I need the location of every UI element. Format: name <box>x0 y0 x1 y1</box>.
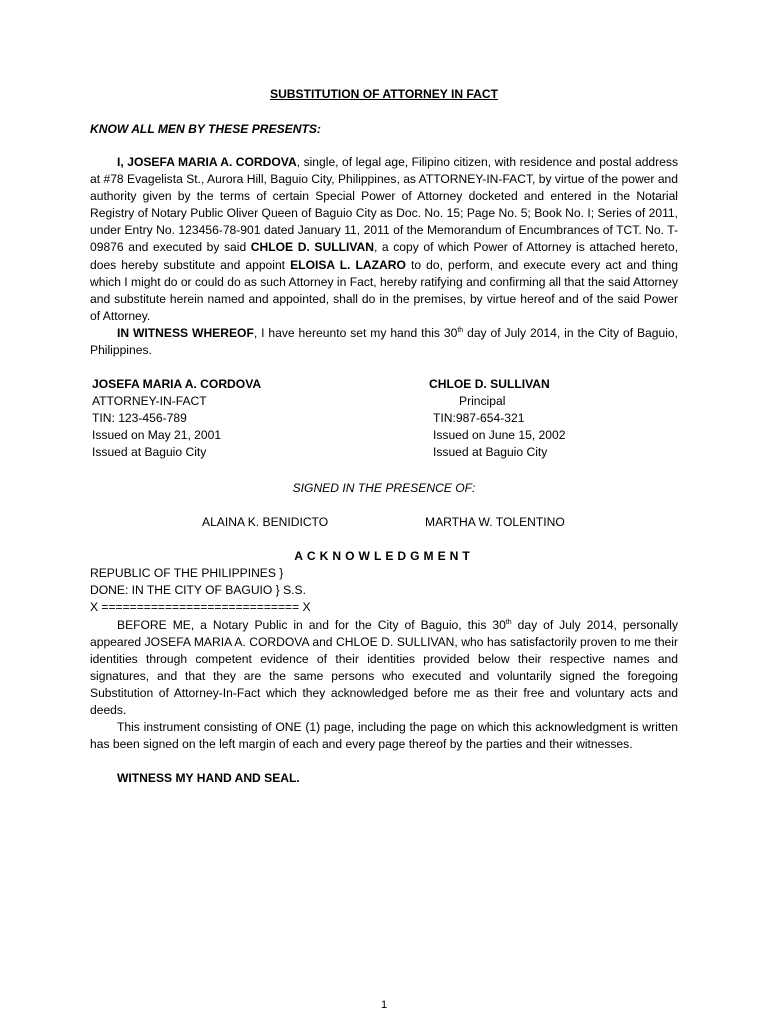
acknowledgment-text-2: day of July 2014, personally appeared JOSEFA MARIA A. CORDOVA and CHLOE D. SULLIVAN, who has satisfactorily proven to me their identities through competent evidence of their identities provided below their respective names and signatures, and that they are the same persons who executed and voluntarily signed the foregoing Substitution of Attorney-In-Fact which they acknowledged before me as their free and voluntary acts and deeds. <box>90 618 678 718</box>
witness-whereof-paragraph <box>90 325 678 359</box>
witness-hand-seal: WITNESS MY HAND AND SEAL. <box>117 771 300 785</box>
main-paragraph <box>90 154 678 325</box>
acknowledgment-paragraph <box>90 617 678 720</box>
ordinal-suffix: th <box>457 326 464 334</box>
venue-block <box>90 565 311 616</box>
substitute-name: ELOISA L. LAZARO <box>290 257 406 272</box>
signatory-left-name: JOSEFA MARIA A. CORDOVA <box>92 377 262 391</box>
acknowledgment-text-1: BEFORE ME, a Notary Public in and for the City of Baguio, this 30 <box>117 618 506 632</box>
signed-presence-label: SIGNED IN THE PRESENCE OF: <box>292 481 476 495</box>
instrument-paragraph: This instrument consisting of ONE (1) page, including the page on which this acknowledgment is written has been signed on the left margin of each and every page thereof by the parties and their witnesses. <box>90 720 678 752</box>
signatory-left-tin: TIN: 123-456-789 <box>92 411 187 426</box>
main-paragraph-text-2: , a copy of which Power of Attorney is attached hereto, does hereby substitute and appoint <box>90 240 678 272</box>
page-number: 1 <box>380 999 388 1011</box>
witness-whereof-text-1: , I have hereunto set my hand this 30 <box>253 326 458 340</box>
principal-name: CHLOE D. SULLIVAN <box>250 240 374 255</box>
signatory-right-issued-at: Issued at Baguio City <box>433 445 548 460</box>
main-paragraph-text-1: , single, of legal age, Filipino citizen, with residence and postal address at #78 Evagelista St., Aurora Hill, Baguio City, Philippines, as ATTORNEY-IN-FACT, by virtue of the power and authority given by the terms of certain Special Power of Attorney docketed and entered in the Notarial Registry of Notary Public Oliver Queen of Baguio City as Doc. No. 15; Page No. 5; Book No. I; Series of 2011, under Entry No. 123456-78-901 dated January 11, 2011 of the Memorandum of Encumbrances of TCT. No. T-09876 and executed by said <box>90 155 678 255</box>
signatory-right-tin: TIN:987-654-321 <box>433 411 525 426</box>
witness-whereof-label: IN WITNESS WHEREOF <box>117 326 254 340</box>
venue-line-1: REPUBLIC OF THE PHILIPPINES } <box>90 566 284 580</box>
signatory-left-issued-at: Issued at Baguio City <box>92 445 207 460</box>
witness-whereof-text-2: day of July 2014, in the City of Baguio, Philippines. <box>90 326 678 358</box>
signatory-right-name: CHLOE D. SULLIVAN <box>429 377 550 391</box>
opening-line: KNOW ALL MEN BY THESE PRESENTS: <box>90 122 321 136</box>
document-title: SUBSTITUTION OF ATTORNEY IN FACT <box>270 87 498 101</box>
signatory-left <box>92 376 342 461</box>
affiant-name: I, JOSEFA MARIA A. CORDOVA <box>117 155 297 169</box>
signatory-left-issued-on: Issued on May 21, 2001 <box>92 428 222 443</box>
venue-line-3: X ============================ X <box>90 600 311 615</box>
signatory-right <box>429 376 679 461</box>
ordinal-suffix: th <box>505 618 512 626</box>
acknowledgment-heading: ACKNOWLEDGMENT <box>294 549 474 563</box>
signatory-right-role: Principal <box>459 394 506 409</box>
signatory-left-role: ATTORNEY-IN-FACT <box>92 394 207 409</box>
witness-1-name: ALAINA K. BENIDICTO <box>202 515 329 529</box>
witness-2-name: MARTHA W. TOLENTINO <box>425 515 565 529</box>
main-paragraph-text-3: to do, perform, and execute every act and thing which I might do or could do as such Attorney in Fact, hereby ratifying and confirming all that the said Attorney and substitute herein named and appointed, shall do in the premises, by virtue hereof and of the said Power of Attorney. <box>90 257 679 323</box>
venue-line-2: DONE: IN THE CITY OF BAGUIO } S.S. <box>90 583 306 598</box>
signatory-right-issued-on: Issued on June 15, 2002 <box>433 428 566 443</box>
